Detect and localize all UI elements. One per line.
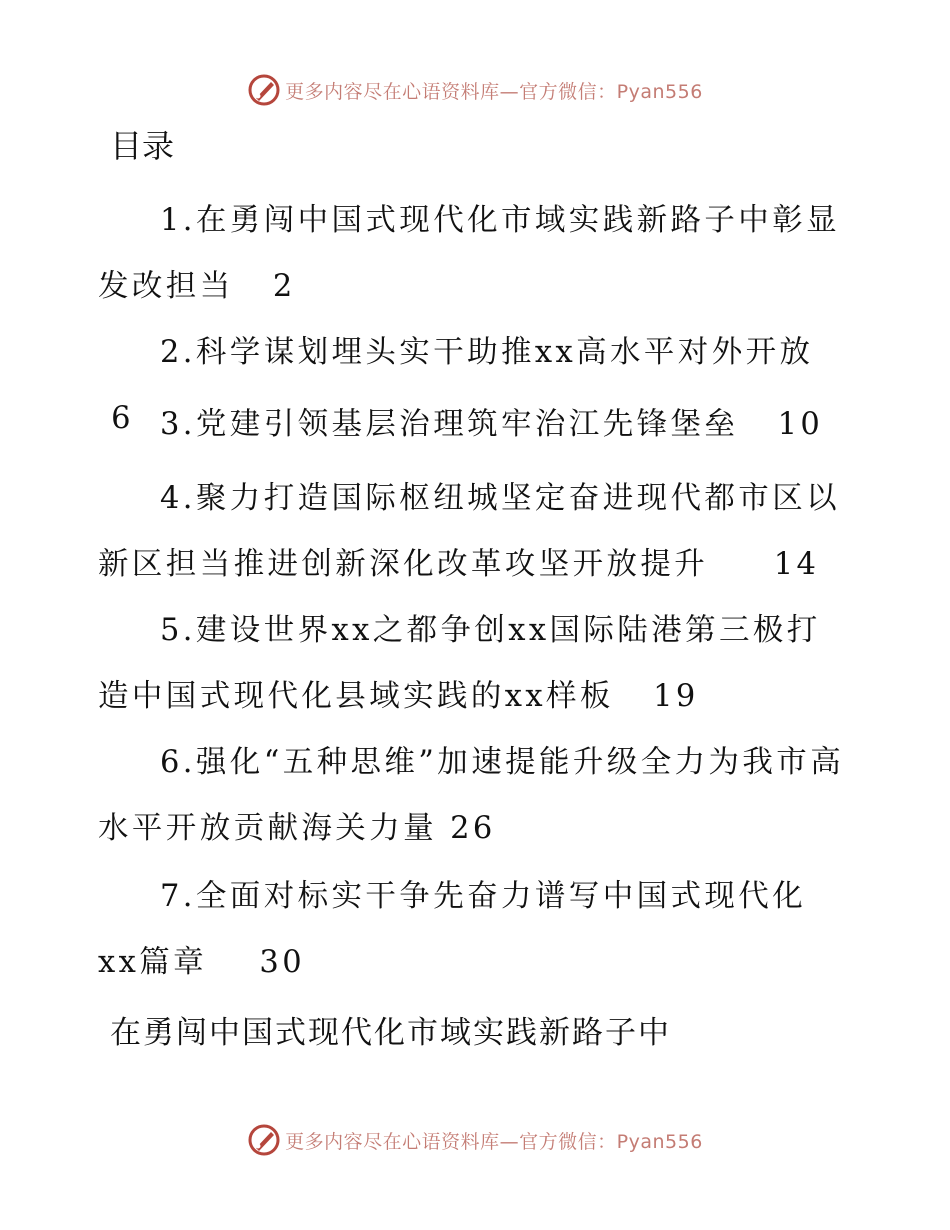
toc-entry[interactable] [98, 598, 846, 730]
pen-logo-icon [247, 73, 281, 107]
watermark-text: 更多内容尽在心语资料库—官方微信：Pyan556 [285, 1130, 703, 1153]
toc-entry-number: 2. [160, 335, 196, 370]
toc-entry-page: 14 [773, 547, 820, 582]
toc-entry-number: 6. [160, 745, 196, 780]
toc-entry-number: 3. [160, 407, 196, 442]
toc-entry-number: 4. [160, 481, 196, 516]
toc-entry[interactable] [98, 188, 846, 320]
watermark-banner-top [0, 68, 950, 112]
toc-entry-page: 30 [259, 945, 306, 980]
section-heading: 在勇闯中国式现代化市域实践新路子中 [110, 1015, 671, 1051]
toc-title: 目录 [110, 127, 175, 165]
toc-entry-page: 6 [111, 401, 134, 436]
toc-entry[interactable] [98, 466, 846, 598]
toc-entry-number: 1. [160, 203, 196, 238]
toc-entry-page: 19 [653, 679, 699, 714]
toc-entry-number: 5. [160, 613, 196, 648]
toc-entry[interactable] [98, 864, 846, 996]
toc-entry[interactable] [98, 392, 846, 458]
toc-entry-title: 建设世界xx之都争创xx国际陆港第三极打造中国式现代化县域实践的xx样板 [98, 613, 821, 714]
toc-entry-title: 党建引领基层治理筑牢治江先锋堡垒 [195, 407, 739, 442]
toc-entry-title: 在勇闯中国式现代化市域实践新路子中彰显发改担当 [98, 203, 841, 304]
toc-entry-page: 10 [777, 407, 824, 442]
toc-entry-title: 全面对标实干争先奋力谱写中国式现代化xx篇章 [98, 879, 807, 980]
toc-entry-title: 强化“五种思维”加速提能升级全力为我市高水平开放贡献海关力量 [98, 745, 845, 846]
toc-entry[interactable] [98, 730, 846, 862]
watermark-text: 更多内容尽在心语资料库—官方微信：Pyan556 [285, 80, 703, 103]
pen-logo-icon [247, 1123, 281, 1157]
toc-entry-title: 科学谋划埋头实干助推xx高水平对外开放 [195, 335, 814, 370]
toc-entry-title: 聚力打造国际枢纽城坚定奋进现代都市区以新区担当推进创新深化改革攻坚开放提升 [98, 481, 841, 582]
toc-entry-page: 26 [450, 811, 496, 846]
toc-entry-number: 7. [160, 879, 196, 914]
toc-entry-page: 2 [272, 269, 296, 304]
watermark-banner-bottom [0, 1118, 950, 1162]
